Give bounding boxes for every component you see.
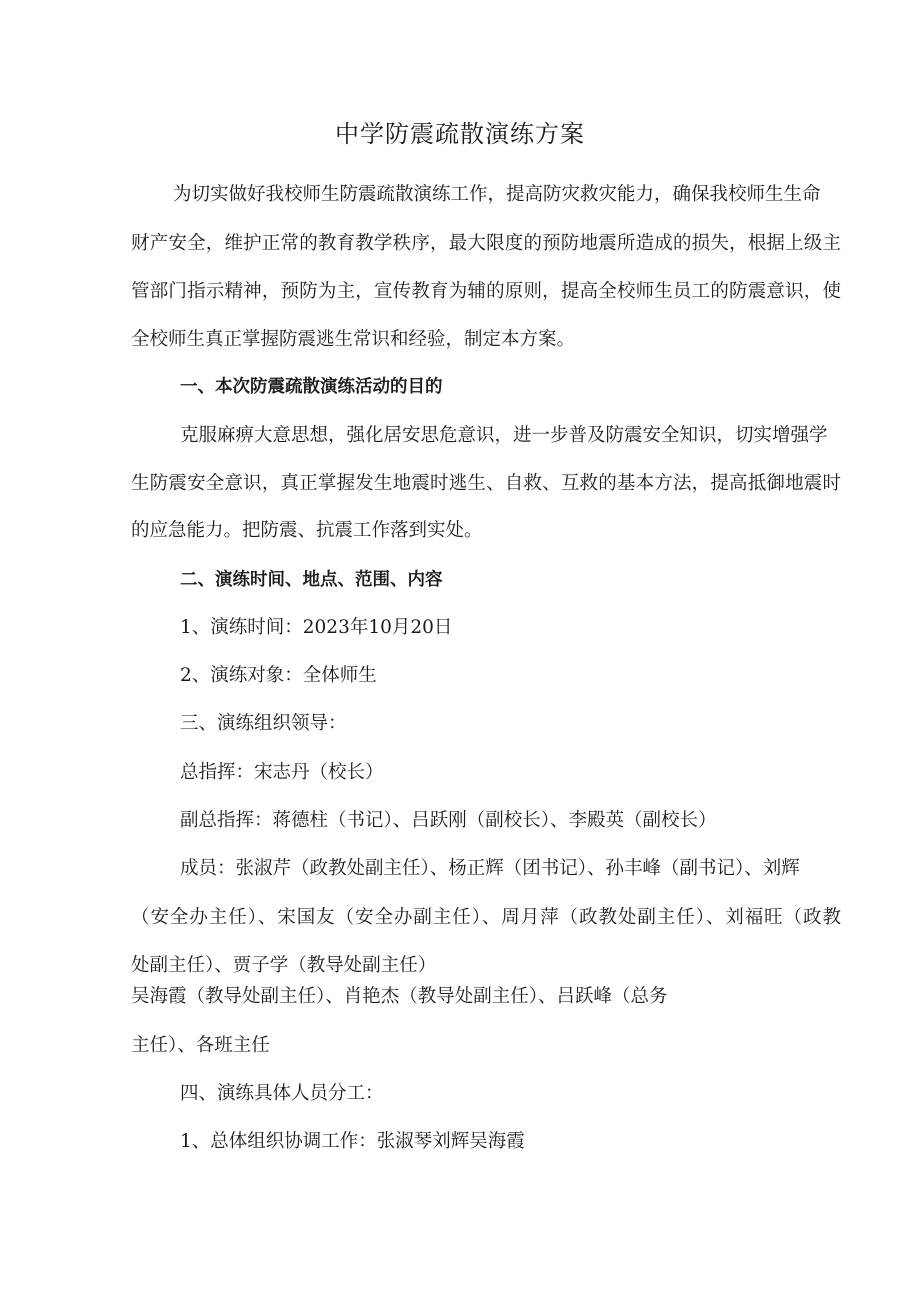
deputy-commander: 副总指挥：蒋德柱（书记）、吕跃刚（副校长）、李殿英（副校长） <box>180 810 717 831</box>
intro-line-1: 为切实做好我校师生防震疏散演练工作，提高防灾救灾能力，确保我校师生生命 <box>173 184 821 205</box>
members-line-5: 主任）、各班主任 <box>131 1035 270 1056</box>
commander: 总指挥：宋志丹（校长） <box>180 762 384 783</box>
intro-line-4: 全校师生真正掌握防震逃生常识和经验，制定本方案。 <box>131 329 576 350</box>
section-4-heading: 四、演练具体人员分工： <box>180 1083 384 1104</box>
drill-time: 1、演练时间：2023年10月20日 <box>180 617 453 638</box>
drill-target: 2、演练对象：全体师生 <box>180 665 377 686</box>
section-1-line-2: 生防震安全意识，真正掌握发生地震时逃生、自救、互救的基本方法，提高抵御地震时 <box>131 473 841 494</box>
intro-line-2: 财产安全，维护正常的教育教学秩序，最大限度的预防地震所造成的损失，根据上级主 <box>131 233 841 254</box>
drill-leadership-heading: 三、演练组织领导： <box>180 713 347 734</box>
task-1: 1、总体组织协调工作：张淑琴刘辉吴海霞 <box>180 1131 525 1152</box>
members-line-3: 处副主任）、贾子学（教导处副主任） <box>131 955 437 976</box>
intro-line-3: 管部门指示精神，预防为主，宣传教育为辅的原则，提高全校师生员工的防震意识，使 <box>131 281 841 302</box>
section-1-line-1: 克服麻痹大意思想，强化居安思危意识，进一步普及防震安全知识，切实增强学 <box>180 425 828 446</box>
section-1-heading: 一、本次防震疏散演练活动的目的 <box>180 377 443 397</box>
section-1-line-3: 的应急能力。把防震、抗震工作落到实处。 <box>131 520 483 541</box>
section-2-heading: 二、演练时间、地点、范围、内容 <box>180 570 443 590</box>
members-line-1: 成员：张淑芹（政教处副主任）、杨正辉（团书记）、孙丰峰（副书记）、刘辉 <box>180 858 800 879</box>
document-title: 中学防震疏散演练方案 <box>335 120 585 148</box>
members-line-4: 吴海霞（教导处副主任）、肖艳杰（教导处副主任）、吕跃峰（总务 <box>131 986 668 1007</box>
members-line-2: （安全办主任）、宋国友（安全办副主任）、周月萍（政教处副主任）、刘福旺（政教 <box>131 907 841 928</box>
